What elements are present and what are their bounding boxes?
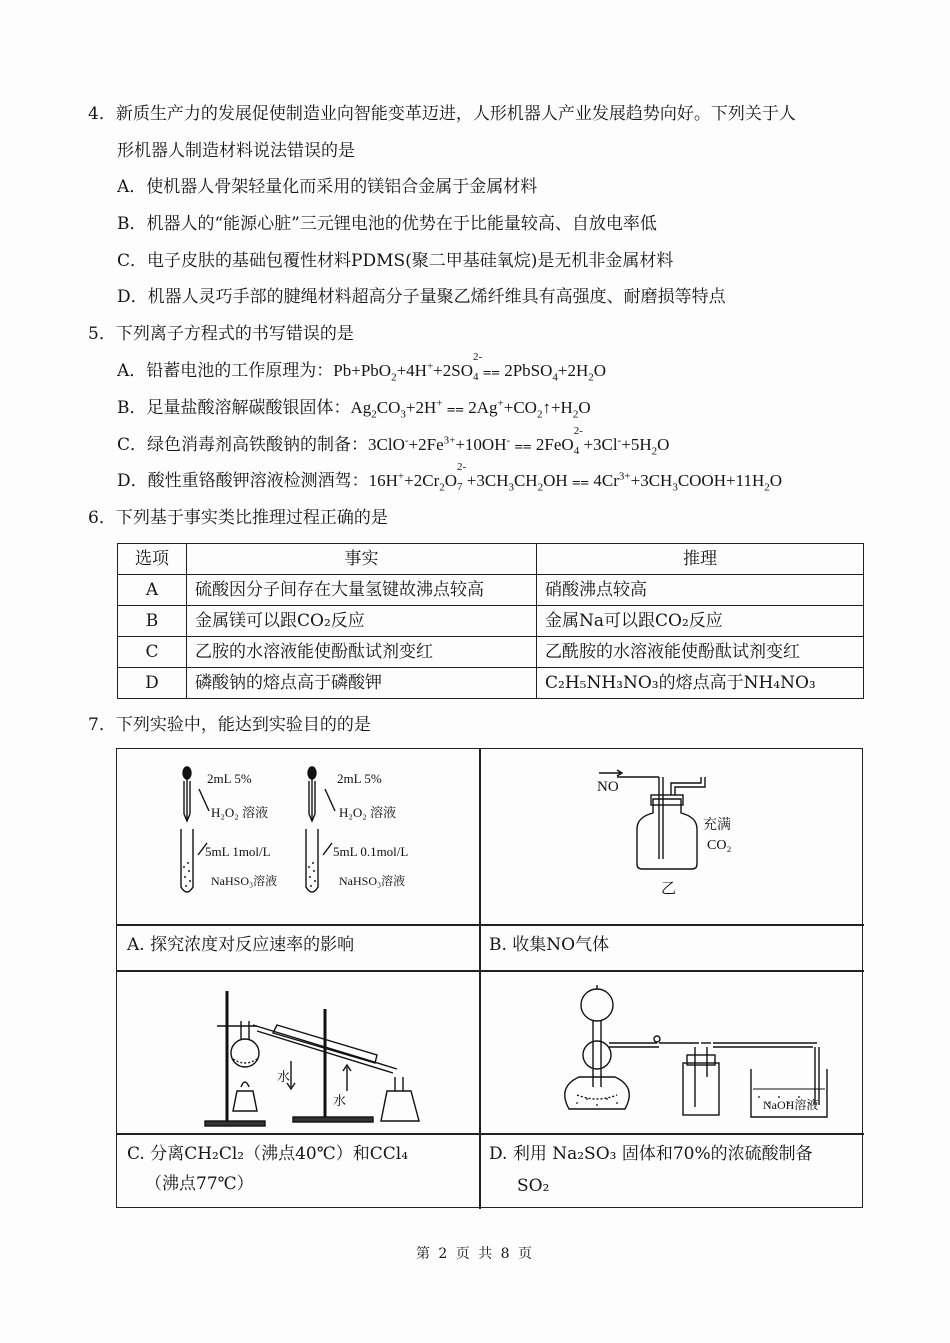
row-option: B <box>118 606 187 637</box>
tube2-solution-label: NaHSO₃溶液 <box>339 874 406 888</box>
water-out-label: 水 <box>277 1069 291 1084</box>
q5-option-a-equation: Pb+PbO$_2$+4H++2SO $_{2- 4}$ ⩵ $2PbSO_4+2H_2O$ <box>333 351 607 384</box>
q5-option-d-text: D．酸性重铬酸钾溶液检测酒驾： <box>117 471 369 491</box>
row-inference: C₂H₅NH₃NO₃的熔点高于NH₄NO₃ <box>537 668 864 699</box>
caption-b: B. 收集NO气体 <box>489 935 610 955</box>
caption-d-line1: D. 利用 Na₂SO₃ 固体和70%的浓硫酸制备 <box>489 1144 813 1164</box>
figure-d-gas-generator <box>537 977 857 1127</box>
q5-option-d <box>117 461 782 494</box>
grid-divider <box>117 924 864 926</box>
row-inference: 硝酸沸点较高 <box>537 575 864 606</box>
row-option: C <box>118 637 187 668</box>
figure-c-distillation <box>197 981 437 1131</box>
q4-option-c: C．电子皮肤的基础包覆性材料PDMS(聚二甲基硅氧烷)是无机非金属材料 <box>117 251 674 271</box>
q5-option-c <box>117 425 670 458</box>
figure-b-gas-bottle <box>597 769 757 899</box>
row-fact: 硫酸因分子间存在大量氢键故沸点较高 <box>187 575 537 606</box>
q4-option-a: A．使机器人骨架轻量化而采用的镁铝合金属于金属材料 <box>117 177 538 197</box>
q5-option-b-text: B．足量盐酸溶解碳酸银固体： <box>117 398 351 418</box>
q5-option-b-equation: $Ag_2CO_3+2H^+$ ⩵ $2Ag^++CO_2↑+H_2O$ <box>350 397 591 421</box>
row-fact: 金属镁可以跟CO₂反应 <box>187 606 537 637</box>
page-footer: 第 2 页 共 8 页 <box>415 1246 535 1262</box>
drop1-volume-label: 2mL 5% <box>207 771 252 786</box>
naoh-beaker-label: NaOH溶液 <box>763 1098 819 1112</box>
figure-a-test-tubes <box>157 759 457 919</box>
q5-option-a-text: A．铅蓄电池的工作原理为： <box>117 361 334 381</box>
tube2-concentration-label: 5mL 0.1mol/L <box>333 844 409 859</box>
q5-stem: 5．下列离子方程式的书写错误的是 <box>88 324 354 344</box>
q4-stem-line1: 4．新质生产力的发展促使制造业向智能变革迈进，人形机器人产业发展趋势向好。下列关于人 <box>88 104 796 124</box>
q4-stem-line2: 形机器人制造材料说法错误的是 <box>117 141 355 161</box>
drop1-solution-label: H₂O₂ 溶液 <box>211 805 269 820</box>
q5-option-a <box>117 351 607 384</box>
grid-divider <box>117 970 864 972</box>
water-in-label: 水 <box>333 1093 347 1108</box>
header-inference: 推理 <box>537 544 864 575</box>
header-option: 选项 <box>118 544 187 575</box>
drop2-solution-label: H₂O₂ 溶液 <box>339 805 397 820</box>
q6-table <box>117 543 864 699</box>
drop2-volume-label: 2mL 5% <box>337 771 382 786</box>
q4-option-d: D．机器人灵巧手部的腱绳材料超高分子量聚乙烯纤维具有高强度、耐磨损等特点 <box>117 287 726 307</box>
row-option: D <box>118 668 187 699</box>
bottle-name-label: 乙 <box>661 881 677 897</box>
table-header-row <box>118 544 864 575</box>
table-row <box>118 668 864 699</box>
gas-no-label: NO <box>597 779 619 795</box>
q7-stem: 7．下列实验中，能达到实验目的的是 <box>88 715 371 735</box>
row-inference: 乙酰胺的水溶液能使酚酞试剂变红 <box>537 637 864 668</box>
header-fact: 事实 <box>187 544 537 575</box>
q5-option-d-equation: $16H^++2Cr_2O$ $_{2- 7} +3CH_3CH_2OH$ ⩵ $4Cr^{3+}+3CH_3COOH+11H_2O$ <box>368 461 782 494</box>
caption-c-line1: C. 分离CH₂Cl₂（沸点40℃）和CCl₄ <box>127 1144 409 1164</box>
row-fact: 磷酸钠的熔点高于磷酸钾 <box>187 668 537 699</box>
row-inference: 金属Na可以跟CO₂反应 <box>537 606 864 637</box>
table-row <box>118 606 864 637</box>
q6-stem: 6．下列基于事实类比推理过程正确的是 <box>88 508 388 528</box>
caption-a: A. 探究浓度对反应速率的影响 <box>127 935 355 955</box>
filled-label: 充满 <box>703 818 731 833</box>
table-row <box>118 637 864 668</box>
grid-divider-vertical <box>479 749 481 1209</box>
q4-option-b: B．机器人的“能源心脏”三元锂电池的优势在于比能量较高、自放电率低 <box>117 214 657 234</box>
co2-label: CO₂ <box>707 838 732 853</box>
grid-divider <box>117 1133 864 1135</box>
caption-d-line2: SO₂ <box>517 1176 550 1196</box>
tube1-concentration-label: 5mL 1mol/L <box>205 844 271 859</box>
row-fact: 乙胺的水溶液能使酚酞试剂变红 <box>187 637 537 668</box>
q5-option-c-equation: $3ClO^-+2Fe^{3+}+10OH^-$ ⩵ 2FeO $_{2- 4} +3Cl^-+5H_2O$ <box>368 425 670 458</box>
table-row <box>118 575 864 606</box>
q5-option-b <box>117 396 591 420</box>
caption-c-line2: （沸点77℃） <box>145 1174 254 1194</box>
row-option: A <box>118 575 187 606</box>
q5-option-c-text: C．绿色消毒剂高铁酸钠的制备： <box>117 435 369 455</box>
tube1-solution-label: NaHSO₃溶液 <box>211 874 278 888</box>
q7-experiment-grid <box>116 748 863 1208</box>
